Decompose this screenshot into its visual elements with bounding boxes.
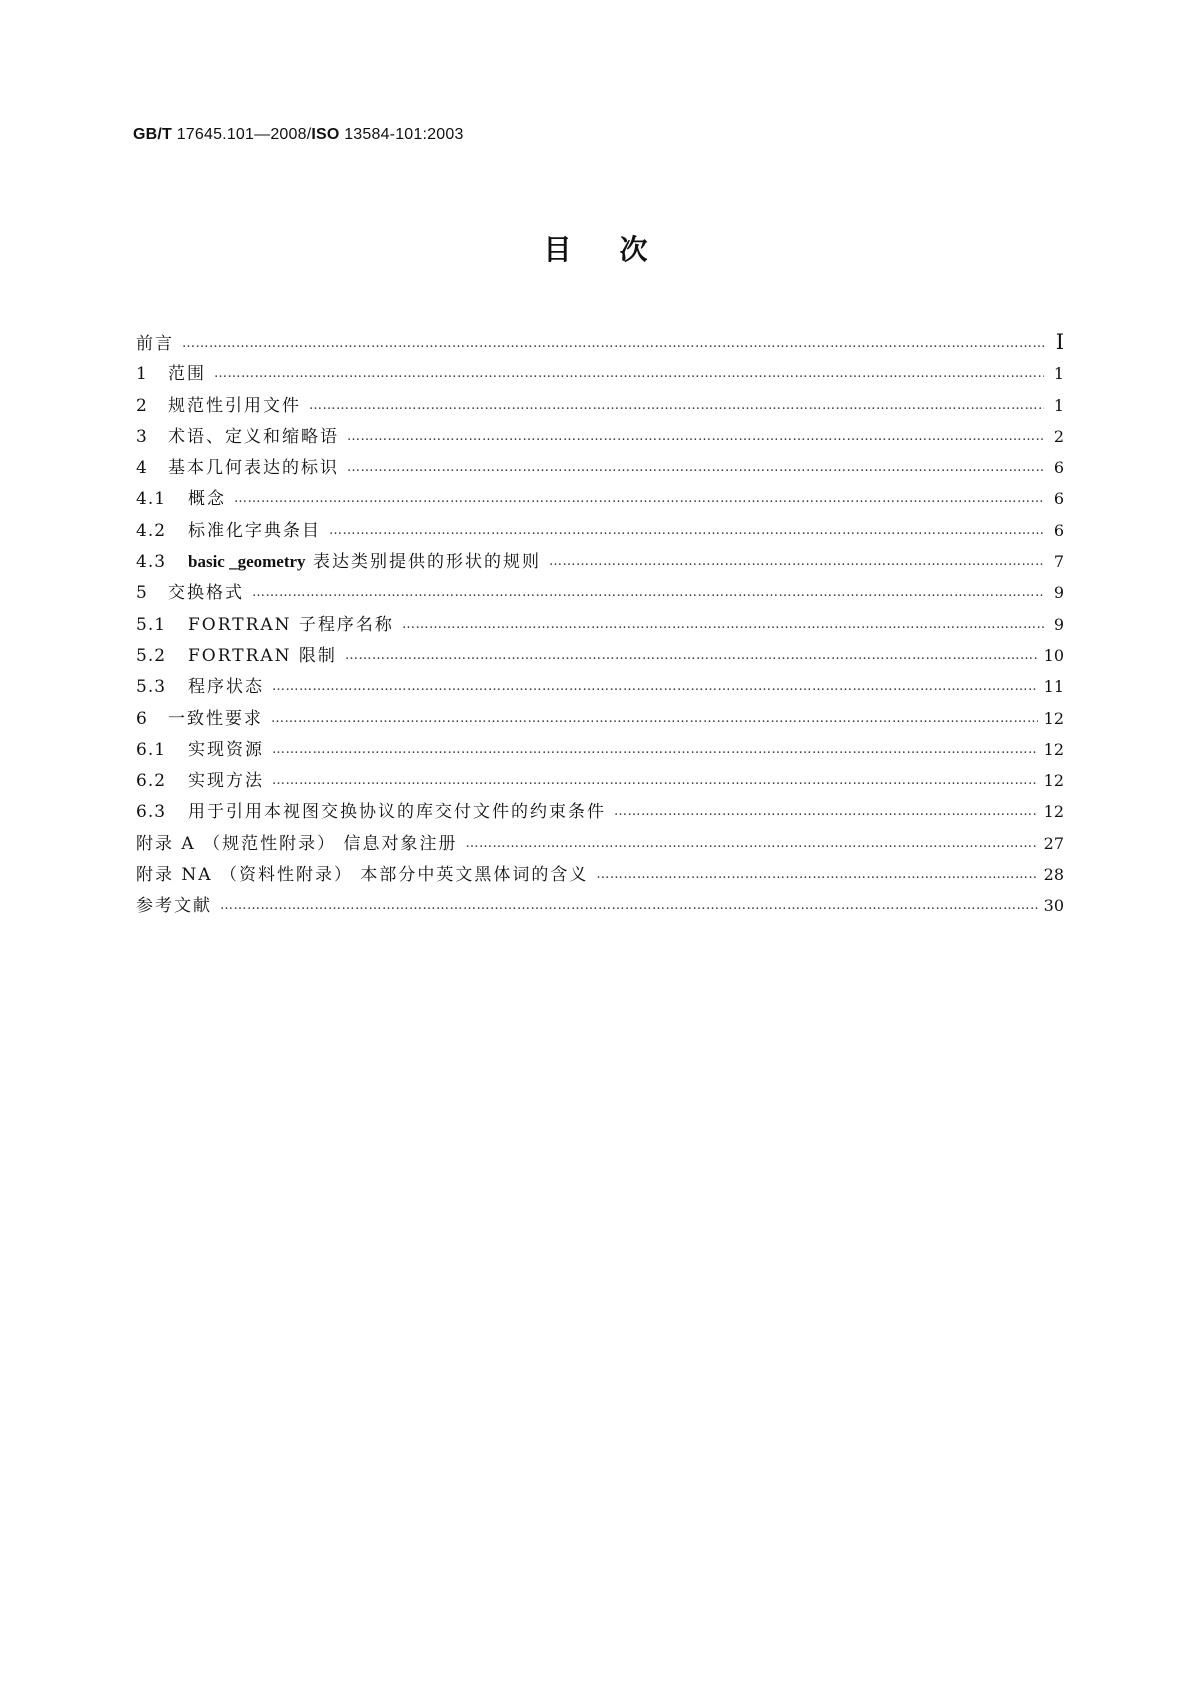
toc-entry-number: 6 (136, 708, 148, 729)
toc-entry-6[interactable] (136, 703, 1064, 734)
standard-number: 17645.101—2008/ (176, 126, 312, 143)
toc-entry-page: 9 (1053, 614, 1064, 634)
toc-entry-number: 5.1 (136, 614, 167, 635)
toc-entry-label: 实现资源 (188, 739, 264, 760)
toc-entry-number: 4.2 (136, 520, 167, 541)
dot-leader (347, 452, 1044, 483)
toc-entry-page: 1 (1053, 395, 1064, 415)
dot-leader (402, 609, 1044, 640)
toc-entry-label: 术语、定义和缩略语 (168, 426, 339, 447)
toc-entry-annex-a[interactable] (136, 828, 1064, 859)
dot-leader (272, 765, 1038, 796)
toc-entry-number: 6.1 (136, 739, 167, 760)
toc-entry-page: 2 (1053, 426, 1064, 446)
dot-leader (272, 671, 1038, 702)
toc-entry-page: 6 (1053, 520, 1064, 540)
toc-entry-annex-na[interactable] (136, 859, 1064, 890)
toc-entry-label: FORTRAN 限制 (188, 645, 337, 666)
toc-entry-number: 1 (136, 364, 148, 385)
dot-leader (329, 515, 1044, 546)
toc-entry-4-3[interactable] (136, 546, 1064, 577)
toc-entry-label-bold: basic _geometry (188, 552, 306, 572)
dot-leader (345, 640, 1038, 671)
toc-entry-number: 6.2 (136, 771, 167, 792)
toc-entry-page: 28 (1043, 865, 1064, 885)
toc-entry-page: Ⅰ (1055, 330, 1064, 354)
toc-entry-label: 附录 A （规范性附录） 信息对象注册 (136, 833, 458, 854)
toc-entry-number: 6.3 (136, 802, 167, 823)
toc-entry-number: 5.3 (136, 677, 167, 698)
toc-entry-label-text: 表达类别提供的形状的规则 (305, 552, 541, 573)
toc-entry-bibliography[interactable] (136, 890, 1064, 921)
iso-prefix: ISO (311, 126, 340, 143)
table-of-contents (136, 327, 1064, 922)
toc-entry-4-2[interactable] (136, 515, 1064, 546)
toc-entry-number: 4 (136, 458, 148, 479)
toc-entry-2[interactable] (136, 390, 1064, 421)
toc-entry-page: 10 (1043, 645, 1064, 665)
dot-leader (252, 577, 1044, 608)
toc-entry-6-1[interactable] (136, 734, 1064, 765)
toc-entry-4[interactable] (136, 452, 1064, 483)
toc-entry-label: 参考文献 (136, 896, 212, 917)
toc-entry-3[interactable] (136, 421, 1064, 452)
toc-entry-label: 附录 NA （资料性附录） 本部分中英文黑体词的含义 (136, 865, 589, 886)
toc-entry-page: 12 (1043, 708, 1064, 728)
toc-entry-label: 前言 (136, 334, 174, 354)
toc-entry-5-3[interactable] (136, 671, 1064, 702)
toc-entry-page: 30 (1043, 896, 1064, 916)
iso-number: 13584-101:2003 (344, 126, 464, 143)
dot-leader (596, 859, 1037, 890)
dot-leader (466, 828, 1038, 859)
toc-entry-page: 27 (1043, 833, 1064, 853)
dot-leader (549, 546, 1044, 577)
standard-prefix: GB/T (133, 126, 173, 143)
toc-entry-label: 程序状态 (188, 677, 264, 698)
toc-entry-page: 9 (1053, 583, 1064, 603)
dot-leader (272, 734, 1038, 765)
toc-entry-5[interactable] (136, 577, 1064, 608)
toc-entry-label: 用于引用本视图交换协议的库交付文件的约束条件 (188, 802, 606, 823)
toc-entry-page: 12 (1043, 802, 1064, 822)
toc-entry-label: 实现方法 (188, 771, 264, 792)
toc-entry-label: 交换格式 (168, 583, 244, 604)
toc-entry-label: FORTRAN 子程序名称 (188, 614, 394, 635)
toc-entry-number: 3 (136, 426, 148, 447)
dot-leader (614, 796, 1038, 827)
toc-entry-page: 7 (1053, 552, 1064, 572)
toc-entry-label (188, 546, 541, 578)
toc-entry-number: 4.3 (136, 552, 167, 573)
toc-entry-label: 基本几何表达的标识 (168, 458, 339, 479)
toc-entry-number: 2 (136, 395, 148, 416)
dot-leader (309, 390, 1044, 421)
toc-entry-5-1[interactable] (136, 609, 1064, 640)
toc-entry-5-2[interactable] (136, 640, 1064, 671)
dot-leader (271, 703, 1038, 734)
toc-entry-page: 1 (1053, 364, 1064, 384)
page-title: 目次 (543, 233, 696, 266)
toc-entry-page: 11 (1043, 677, 1064, 697)
toc-entry-number: 5 (136, 583, 148, 604)
toc-entry-page: 6 (1053, 489, 1064, 509)
dot-leader (220, 890, 1038, 921)
toc-entry-page: 6 (1053, 458, 1064, 478)
dot-leader (182, 328, 1044, 359)
dot-leader (214, 358, 1044, 389)
toc-entry-4-1[interactable] (136, 483, 1064, 514)
toc-entry-preface[interactable] (136, 327, 1064, 358)
toc-entry-number: 4.1 (136, 489, 167, 510)
toc-entry-page: 12 (1043, 771, 1064, 791)
dot-leader (234, 483, 1044, 514)
toc-entry-label: 规范性引用文件 (168, 395, 301, 416)
toc-entry-label: 范围 (168, 364, 206, 385)
toc-entry-page: 12 (1043, 739, 1064, 759)
standard-number-header (133, 126, 464, 144)
toc-entry-label: 标准化字典条目 (188, 520, 321, 541)
toc-entry-6-2[interactable] (136, 765, 1064, 796)
toc-entry-6-3[interactable] (136, 796, 1064, 827)
dot-leader (347, 421, 1044, 452)
toc-entry-number: 5.2 (136, 645, 167, 666)
toc-entry-label: 一致性要求 (168, 708, 263, 729)
toc-entry-label: 概念 (188, 489, 226, 510)
toc-entry-1[interactable] (136, 358, 1064, 389)
